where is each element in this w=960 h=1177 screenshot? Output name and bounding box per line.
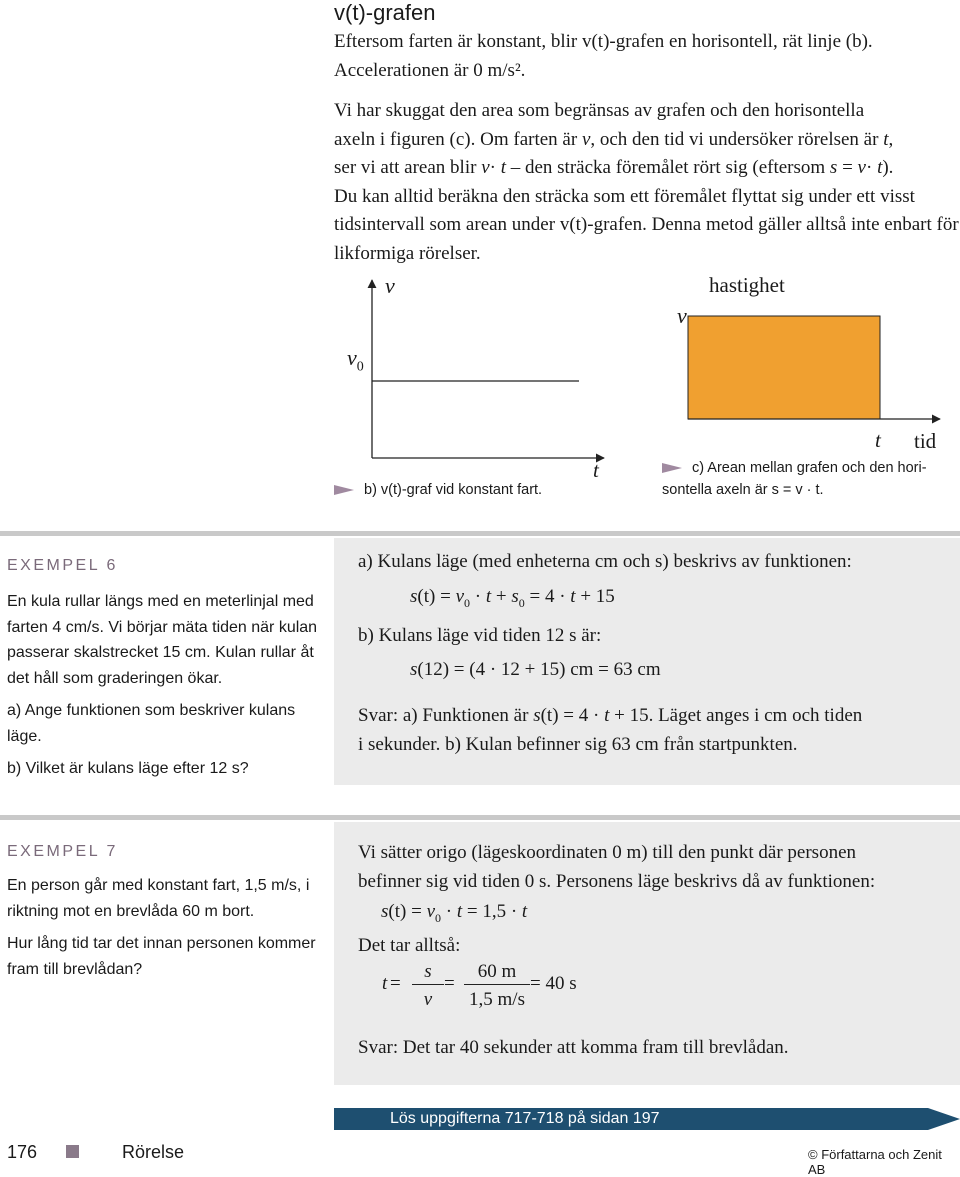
- figure-c-x-word: tid: [914, 429, 937, 453]
- area-line-1: Vi har skuggat den area som begränsas av grafen och den horisontella: [334, 100, 865, 121]
- figure-b-graph: [334, 270, 624, 510]
- example-6-part-b: b) Kulans läge vid tiden 12 s är:: [358, 625, 602, 646]
- chapter-square-icon: [66, 1145, 79, 1158]
- fraction-1-numerator: s: [412, 960, 444, 985]
- page-number: 176: [7, 1142, 38, 1162]
- chapter-name: Rörelse: [122, 1142, 185, 1162]
- figure-c-caption: c) Arean mellan grafen och den hori- sontella axeln är s = v · t.: [662, 460, 927, 498]
- example-6-formula-1: $s(t) = v_0 \cdot t + s_0 = 4 \cdot t + 15$: [410, 586, 615, 610]
- section-divider: [0, 531, 960, 536]
- fraction-result: = 40 s: [530, 973, 577, 994]
- example-7-title: EXEMPEL 7: [7, 843, 118, 860]
- section-divider: [0, 815, 960, 820]
- fraction-2-denominator: 1,5 m/s: [469, 989, 525, 1010]
- section-heading: v(t)-grafen: [334, 0, 436, 25]
- fraction-eq-1: =: [390, 973, 401, 994]
- example-6-problem: En kula rullar längs med en meterlinjal med farten 4 cm/s. Vi börjar mäta tiden när kulan passerar skalstrecket 15 cm. Kulan rullar åt det håll som graderingen ökar. a) Ange funktionen som beskriver kulans läge. b) Vilket är kulans läge efter 12 s?: [7, 593, 318, 777]
- example-7-formula: $s(t) = v_0 \cdot t = 1,5 \cdot t$: [381, 901, 528, 925]
- figure-c-y-label: v: [677, 303, 687, 328]
- example-7-problem: En person går med konstant fart, 1,5 m/s, i riktning mot en brevlåda 60 m bort. Hur lång tid tar det innan personen kommer fram till brevlådan?: [7, 877, 316, 978]
- example-6-answer: Svar: a) Funktionen är s(t) = 4 · t + 15. Läget anges i cm och tiden i sekunder. b) Kulan befinner sig 63 cm från startpunkten.: [358, 705, 863, 755]
- copyright: © Författarna och Zenit AB: [808, 1147, 942, 1177]
- intro-paragraph: Eftersom farten är konstant, blir v(t)-grafen en horisontell, rät linje (b). Accelerationen är 0 m/s².: [334, 31, 873, 81]
- figure-b-caption: b) v(t)-graf vid konstant fart.: [334, 479, 542, 501]
- assignment-banner[interactable]: Lös uppgifterna 717-718 på sidan 197: [390, 1110, 660, 1127]
- example-7-intro: Vi sätter origo (lägeskoordinaten 0 m) till den punkt där personen befinner sig vid tiden 0 s. Personens läge beskrivs då av funktionen:: [358, 842, 876, 892]
- figure-c-graph: [660, 280, 960, 450]
- example-6-part-a: a) Kulans läge (med enheterna cm och s) beskrivs av funktionen:: [358, 551, 852, 572]
- fraction-1-denominator: v: [423, 989, 433, 1010]
- area-paragraph: Vi har skuggat den area som begränsas av grafen och den horisontella axeln i figuren (c). Om farten är v, och den tid vi undersöker rörelsen är t, ser vi att arean blir v· t – den sträcka föremålet rört sig (eftersom s = v· t). Du kan alltid beräkna den sträcka som ett föremålet flyttat sig under ett visst tidsintervall som arean under v(t)-grafen. Denna metod gäller alltså inte enbart för likformiga rörelser.: [334, 100, 959, 264]
- figure-b-v0-label: $v_0$: [347, 345, 364, 375]
- example-6-title: EXEMPEL 6: [7, 557, 118, 574]
- caption-marker-icon: [662, 463, 682, 473]
- example-7-det-tar: Det tar alltså:: [358, 935, 461, 956]
- fraction-eq-2: =: [444, 973, 455, 994]
- figure-c-x-label: t: [875, 428, 881, 452]
- fraction-2-numerator: 60 m: [464, 960, 530, 985]
- figure-c-y-word: hastighet: [709, 273, 785, 297]
- figure-b-y-label: v: [385, 273, 395, 298]
- figure-c-shaded-area: [688, 316, 880, 419]
- example-7-answer: Svar: Det tar 40 sekunder att komma fram till brevlådan.: [358, 1037, 789, 1058]
- fraction-t: t: [382, 973, 388, 994]
- example-6-formula-2: s(12) = (4 · 12 + 15) cm = 63 cm: [410, 659, 661, 680]
- caption-marker-icon: [334, 485, 354, 495]
- figure-b-x-label: t: [593, 458, 599, 482]
- area-rest: Du kan alltid beräkna den sträcka som ett föremålet flyttat sig under ett visst tidsintervall som arean under v(t)-grafen. Denna metod gäller alltså inte enbart för likformiga rörelser.: [334, 185, 959, 264]
